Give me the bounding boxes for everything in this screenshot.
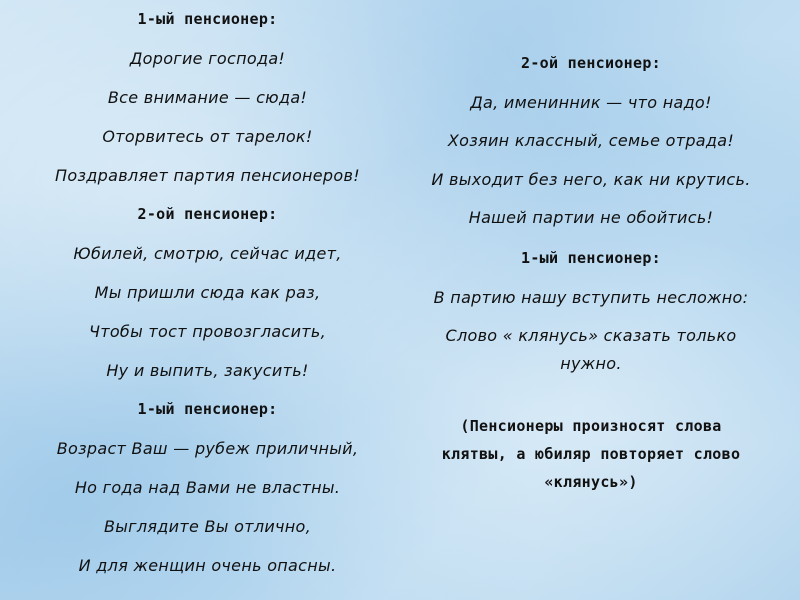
verse-line: И выходит без него, как ни крутись. [431,170,751,189]
verse-line: Поздравляет партия пенсионеров! [55,166,360,185]
verse-line: И для женщин очень опасны. [78,556,337,575]
verse-line: Хозяин классный, семье отрада! [447,131,735,150]
verse-line: нужно. [560,354,622,373]
speaker-label: 2-ой пенсионер: [137,205,278,223]
verse-line: Но года над Вами не властны. [74,478,341,497]
verse-line: Все внимание — сюда! [107,88,308,107]
right-column [405,0,777,600]
verse-line: Выглядите Вы отлично, [103,517,312,536]
speaker-label: 1-ый пенсионер: [137,400,278,418]
speaker-label: 2-ой пенсионер: [521,54,661,72]
verse-line: Возраст Ваш — рубеж приличный, [56,439,359,458]
verse-line: Чтобы тост провозгласить, [88,322,327,341]
verse-line: Да, именинник — что надо! [470,93,712,112]
verse-line: Юбилей, смотрю, сейчас идет, [73,244,342,263]
verse-line: В партию нашу вступить несложно: [433,288,749,307]
verse-line: Мы пришли сюда как раз, [94,283,321,302]
speaker-label: 1-ый пенсионер: [137,10,278,28]
left-column [30,0,385,600]
verse-line: Дорогие господа! [129,49,286,68]
verse-line: Оторвитесь от тарелок! [102,127,313,146]
stage-direction: (Пенсионеры произносят слова клятвы, а юбиляр повторяет слово «клянусь») [441,417,741,491]
verse-line: Слово « клянусь» сказать только [445,326,737,345]
verse-line: Ну и выпить, закусить! [106,361,309,380]
speaker-label: 1-ый пенсионер: [521,249,661,267]
verse-line: Нашей партии не обойтись! [468,208,714,227]
